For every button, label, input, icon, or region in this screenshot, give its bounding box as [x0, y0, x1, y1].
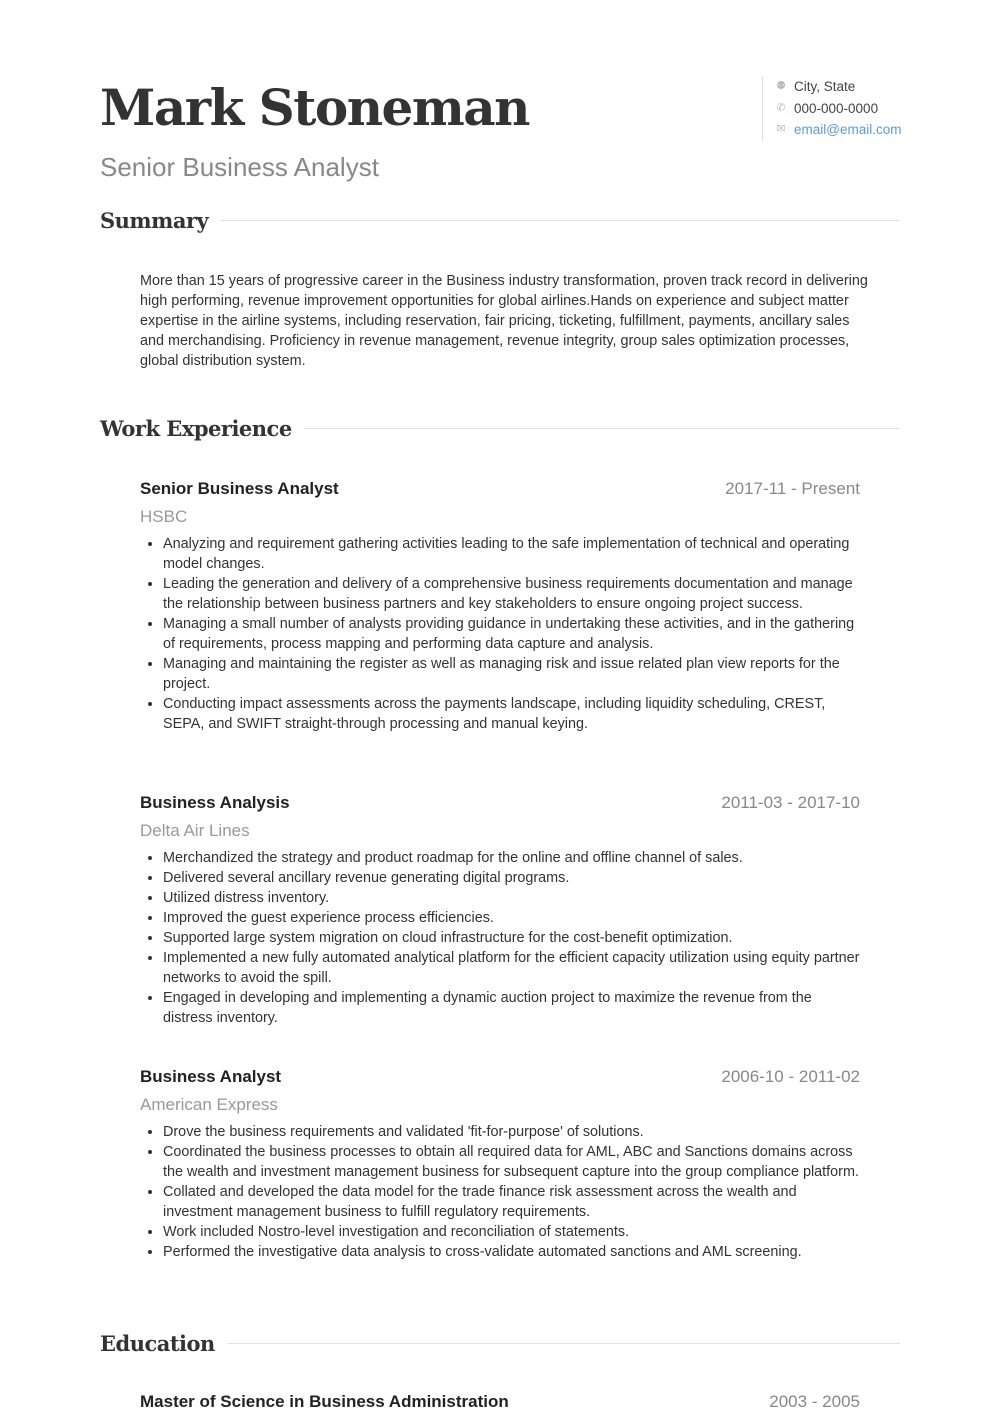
list-item: • Coordinated the business processes to obtain all required data for AML, ABC and Sanctions domains across the wealth and investment management business for subsequent capture into the group compliance platform.	[163, 1142, 860, 1182]
list-item: • Merchandized the strategy and product roadmap for the online and offline channel of sales.	[163, 848, 860, 868]
divider	[220, 220, 900, 221]
work-section-header	[100, 416, 900, 441]
education-section-header	[100, 1331, 900, 1356]
list-item: • Performed the investigative data analysis to cross-validate automated sanctions and AML screening.	[163, 1242, 860, 1262]
job-title: Business Analysis	[140, 793, 290, 812]
section-heading: Education	[100, 1331, 215, 1356]
list-item: • Collated and developed the data model for the trade finance risk assessment across the wealth and investment management business to fulfill regulatory requirements.	[163, 1182, 860, 1222]
list-item: • Managing a small number of analysts providing guidance in undertaking these activities, and in the gathering of requirements, process mapping and performing data capture and analysis.	[163, 614, 860, 654]
candidate-title: Senior Business Analyst	[100, 152, 379, 182]
contact-location: City, State	[794, 79, 856, 94]
location-pin-icon: ⚉	[776, 80, 786, 92]
job-bullets	[140, 848, 860, 1028]
list-item: • Work included Nostro-level investigation and reconciliation of statements.	[163, 1222, 860, 1242]
job-bullets	[140, 534, 860, 734]
job-company: Delta Air Lines	[140, 821, 250, 840]
list-item: • Delivered several ancillary revenue generating digital programs.	[163, 868, 860, 888]
phone-icon: ✆	[776, 101, 786, 114]
list-item: • Drove the business requirements and validated 'fit-for-purpose' of solutions.	[163, 1122, 860, 1142]
job-entry	[140, 479, 860, 734]
contact-email-link[interactable]: email@email.com	[794, 122, 902, 137]
job-dates: 2006-10 - 2011-02	[721, 1067, 860, 1086]
list-item: • Improved the guest experience process efficiencies.	[163, 908, 860, 928]
degree-title: Master of Science in Business Administration	[140, 1392, 509, 1411]
job-company: HSBC	[140, 507, 188, 526]
contact-phone: 000-000-0000	[794, 100, 879, 116]
education-dates: 2003 - 2005	[769, 1392, 860, 1411]
job-bullets	[140, 1122, 860, 1262]
list-item: • Analyzing and requirement gathering activities leading to the safe implementation of technical and operating model changes.	[163, 534, 860, 574]
job-company: American Express	[140, 1095, 278, 1114]
summary-section-header	[100, 208, 900, 233]
section-heading: Work Experience	[100, 416, 292, 441]
list-item: • Supported large system migration on cloud infrastructure for the cost-benefit optimization.	[163, 928, 860, 948]
job-dates: 2017-11 - Present	[725, 479, 860, 498]
job-title: Senior Business Analyst	[140, 479, 339, 498]
job-title: Business Analyst	[140, 1067, 282, 1086]
list-item: • Managing and maintaining the register as well as managing risk and issue related plan view reports for the project.	[163, 654, 860, 694]
list-item: • Utilized distress inventory.	[163, 888, 860, 908]
job-entry	[140, 793, 860, 1028]
list-item: • Conducting impact assessments across the payments landscape, including liquidity scheduling, CREST, SEPA, and SWIFT straight-through processing and manual keying.	[163, 694, 860, 734]
summary-text: More than 15 years of progressive career in the Business industry transformation, proven track record in delivering high performing, revenue improvement opportunities for global airlines.Hands on experience and subject matter expertise in the airline systems, including reservation, fair pricing, ticketing, fulfillment, payments, ancillary sales and merchandising. Proficiency in revenue management, revenue integrity, group sales optimization processes, global distribution system.	[140, 273, 868, 369]
envelope-icon: ✉	[776, 123, 786, 135]
list-item: • Engaged in developing and implementing a dynamic auction project to maximize the revenue from the distress inventory.	[163, 988, 860, 1028]
contact-info	[762, 76, 901, 141]
list-item: • Leading the generation and delivery of a comprehensive business requirements documentation and manage the relationship between business partners and key stakeholders to ensure ongoing project success.	[163, 574, 860, 614]
divider	[304, 428, 900, 429]
job-entry	[140, 1067, 860, 1262]
candidate-name: Mark Stoneman	[100, 78, 530, 137]
divider	[227, 1343, 900, 1344]
education-entry	[140, 1392, 860, 1412]
job-dates: 2011-03 - 2017-10	[721, 793, 860, 812]
section-heading: Summary	[100, 208, 209, 233]
list-item: • Implemented a new fully automated analytical platform for the efficient capacity utilization using equity partner networks to avoid the spill.	[163, 948, 860, 988]
